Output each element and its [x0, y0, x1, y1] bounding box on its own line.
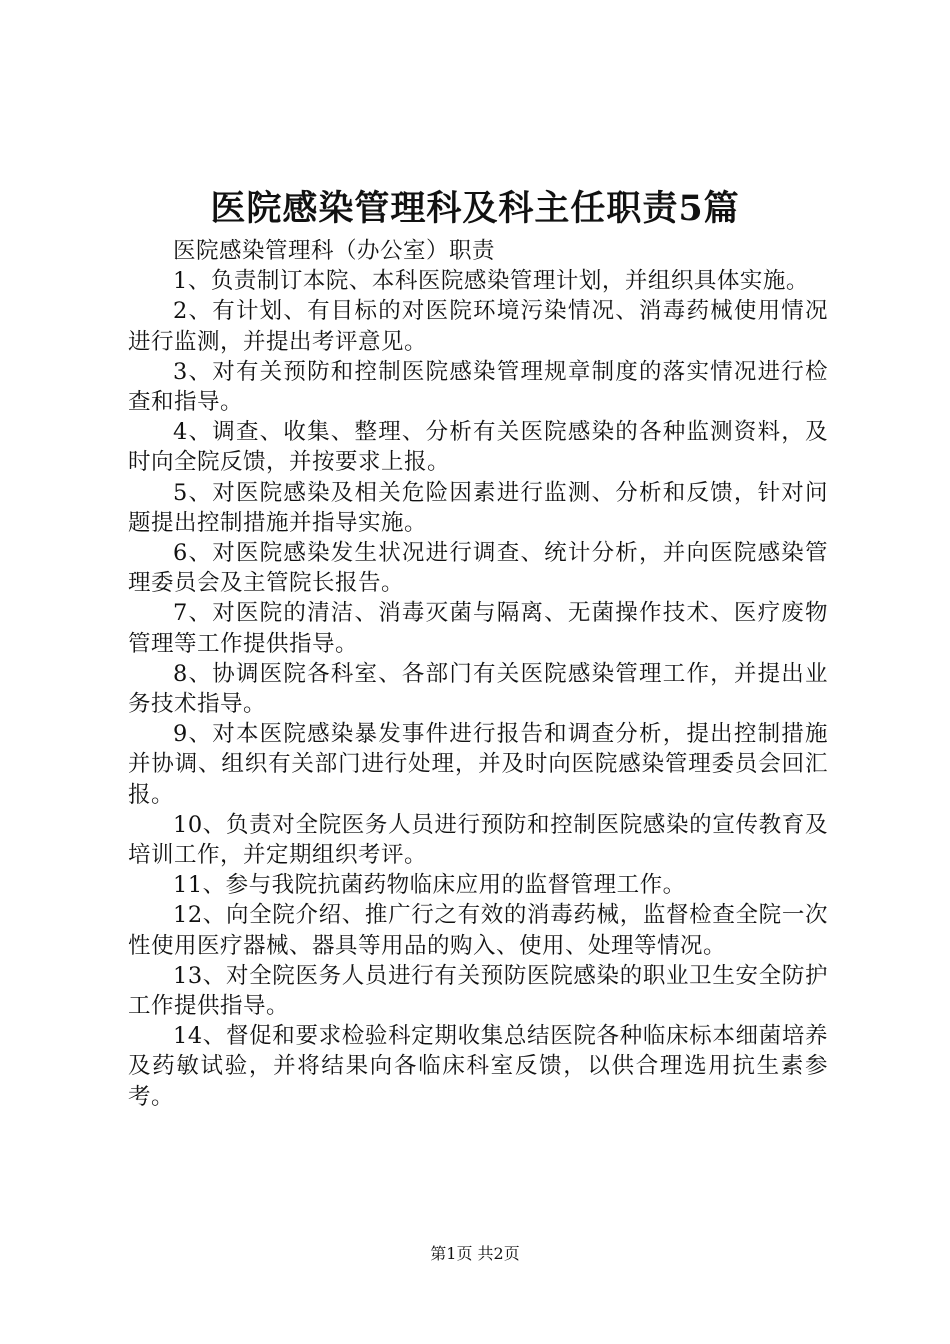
duty-item-14: 14、督促和要求检验科定期收集总结医院各种临床标本细菌培养及药敏试验，并将结果向各临床科室反馈，以供合理选用抗生素参考。: [128, 1023, 828, 1110]
duty-item-11: 11、参与我院抗菌药物临床应用的监督管理工作。: [173, 872, 686, 899]
duty-item-1: 1、负责制订本院、本科医院感染管理计划，并组织具体实施。: [173, 268, 809, 295]
duty-item-8: 8、协调医院各科室、各部门有关医院感染管理工作，并提出业务技术指导。: [128, 660, 828, 718]
duty-item-9: 9、对本医院感染暴发事件进行报告和调查分析，提出控制措施并协调、组织有关部门进行处理，并及时向医院感染管理委员会回汇报。: [128, 721, 828, 808]
page-footer: 第1页 共2页: [430, 1244, 520, 1263]
duty-item-12: 12、向全院介绍、推广行之有效的消毒药械，监督检查全院一次性使用医疗器械、器具等用品的购入、使用、处理等情况。: [128, 902, 828, 959]
section-heading: 医院感染管理科（办公室）职责: [173, 238, 496, 264]
duty-item-5: 5、对医院感染及相关危险因素进行监测、分析和反馈，针对问题提出控制措施并指导实施。: [128, 479, 828, 536]
duty-item-6: 6、对医院感染发生状况进行调查、统计分析，并向医院感染管理委员会及主管院长报告。: [128, 540, 828, 597]
duty-item-3: 3、对有关预防和控制医院感染管理规章制度的落实情况进行检查和指导。: [128, 358, 828, 416]
duty-item-10: 10、负责对全院医务人员进行预防和控制医院感染的宣传教育及培训工作，并定期组织考评。: [128, 811, 828, 869]
document-body: [128, 236, 828, 1112]
duty-item-13: 13、对全院医务人员进行有关预防医院感染的职业卫生安全防护工作提供指导。: [128, 962, 828, 1020]
duty-item-2: 2、有计划、有目标的对医院环境污染情况、消毒药械使用情况进行监测，并提出考评意见。: [128, 298, 828, 355]
duty-item-7: 7、对医院的清洁、消毒灭菌与隔离、无菌操作技术、医疗废物管理等工作提供指导。: [128, 600, 828, 657]
document-title: 医院感染管理科及科主任职责5篇: [210, 188, 740, 229]
duty-item-4: 4、调查、收集、整理、分析有关医院感染的各种监测资料，及时向全院反馈，并按要求上报。: [128, 419, 828, 476]
